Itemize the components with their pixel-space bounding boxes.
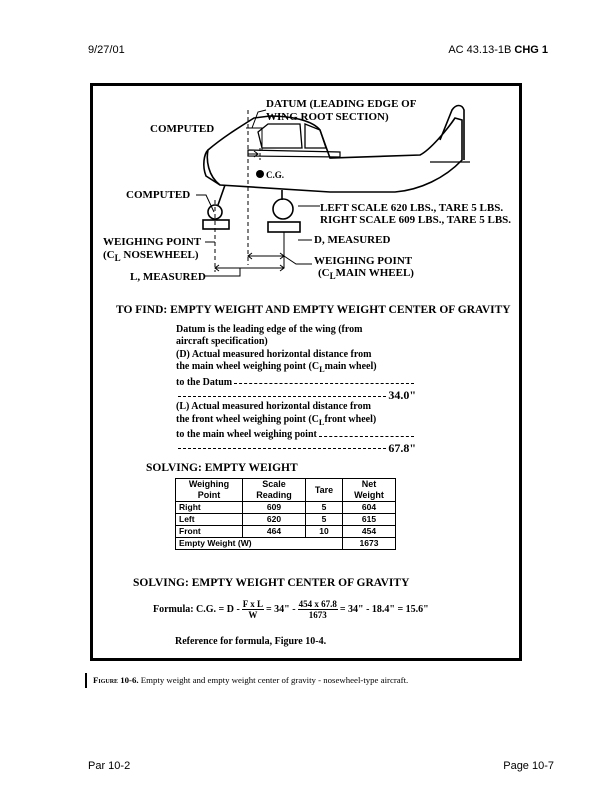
cell-scale: 620 — [243, 514, 306, 526]
cell-scale: 609 — [243, 502, 306, 514]
given-data-block — [176, 324, 416, 454]
l-measured-arrow — [215, 265, 284, 271]
header-scale-reading: Scale Reading — [243, 479, 306, 502]
given-line-4: the main wheel weighing point ($C_Lmain$ wheel) — [176, 361, 377, 375]
main-wheel — [273, 199, 293, 219]
cell-net: 604 — [343, 502, 396, 514]
windshield — [258, 124, 302, 148]
table-row — [176, 502, 396, 514]
total-value: 1673 — [343, 538, 396, 550]
wing-root — [248, 150, 340, 157]
d-value-line — [176, 389, 416, 401]
table-total-row — [176, 538, 396, 550]
table-header-row — [176, 479, 396, 502]
cell-point: Right — [176, 502, 243, 514]
figure-label: Figure 10-6. — [93, 675, 139, 685]
formula-fraction-2: $\frac{454 x 67.8}{1673}$ — [298, 599, 337, 620]
datum-label-1: DATUM (LEADING EDGE OF — [266, 98, 417, 110]
cg-label: C.G. — [266, 170, 284, 180]
solving-weight-heading: SOLVING: EMPTY WEIGHT — [146, 462, 298, 474]
nose-scale — [203, 220, 229, 229]
right-scale-label: RIGHT SCALE 609 LBS., TARE 5 LBS. — [320, 214, 512, 226]
cell-scale: 464 — [243, 526, 306, 538]
l-value-line — [176, 442, 416, 454]
weighing-table — [175, 478, 396, 550]
d-measured-label: D, MEASURED — [314, 234, 391, 246]
left-scale-label: LEFT SCALE 620 LBS., TARE 5 LBS. — [320, 202, 504, 214]
datum-leader — [252, 110, 266, 128]
fuselage-outline — [207, 116, 462, 192]
cell-tare: 5 — [306, 514, 343, 526]
nose-weighing-label-2: ($C_L$ NOSEWHEEL) — [103, 249, 199, 263]
footer-paragraph: Par 10-2 — [88, 760, 131, 772]
formula-reference: Reference for formula, Figure 10-4. — [175, 636, 327, 647]
d-measured-arrow — [248, 253, 284, 259]
main-weighing-label-1: WEIGHING POINT — [314, 255, 413, 267]
given-line-1: Datum is the leading edge of the wing (from — [176, 324, 363, 335]
change-bar — [85, 673, 87, 688]
computed-top-label: COMPUTED — [150, 123, 215, 135]
computed-left-label: COMPUTED — [126, 189, 191, 201]
header-weighing-point: Weighing Point — [176, 479, 243, 502]
given-line-6: (L) Actual measured horizontal distance from — [176, 401, 371, 413]
nose-outline — [204, 150, 220, 185]
formula-fraction-1: $\frac{\text{F x L}}{W}$ — [242, 599, 263, 620]
aircraft-diagram — [0, 0, 612, 300]
main-weighing-label-2: ($C_LMAIN$ WHEEL) — [318, 267, 414, 281]
header-change: CHG 1 — [514, 44, 548, 56]
cell-tare: 10 — [306, 526, 343, 538]
given-line-7: the front wheel weighing point ($C_Lfront$ wheel) — [176, 413, 377, 427]
cell-point: Front — [176, 526, 243, 538]
l-value: 67.8" — [388, 440, 416, 455]
cg-formula — [153, 599, 429, 620]
d-value: 34.0" — [388, 388, 416, 403]
given-line-3: (D) Actual measured horizontal distance from — [176, 348, 372, 360]
cell-net: 454 — [343, 526, 396, 538]
formula-prefix: Formula: C.G. = D - — [153, 604, 240, 615]
nose-gear-strut — [218, 185, 225, 205]
datum-label-2: WING ROOT SECTION) — [266, 111, 389, 123]
header-date: 9/27/01 — [88, 44, 125, 56]
l-measured-label: L, MEASURED — [130, 271, 206, 283]
table-row — [176, 526, 396, 538]
given-line-8: to the main wheel weighing point — [176, 429, 416, 441]
main-point-leader — [284, 256, 312, 264]
footer-page-number: Page 10-7 — [503, 760, 554, 772]
computed-left-leader — [196, 195, 214, 212]
l-measured-leader — [204, 268, 240, 276]
caption-text: Empty weight and empty weight center of gravity - nosewheel-type aircraft. — [138, 675, 409, 685]
total-label: Empty Weight (W) — [176, 538, 343, 550]
figure-caption — [93, 675, 408, 685]
main-scale — [268, 222, 300, 232]
nose-weighing-label-1: WEIGHING POINT — [103, 236, 202, 248]
cell-tare: 5 — [306, 502, 343, 514]
solving-cg-heading: SOLVING: EMPTY WEIGHT CENTER OF GRAVITY — [133, 577, 410, 589]
formula-mid: = 34" - — [265, 604, 296, 615]
given-line-5: to the Datum — [176, 377, 416, 389]
cg-symbol — [256, 170, 264, 178]
cell-net: 615 — [343, 514, 396, 526]
cell-point: Left — [176, 514, 243, 526]
given-line-2: aircraft specification) — [176, 336, 268, 348]
tail-fin — [440, 106, 464, 161]
formula-result: = 34" - 18.4" = 15.6" — [339, 604, 429, 615]
header-tare: Tare — [306, 479, 343, 502]
table-row — [176, 514, 396, 526]
to-find-heading: TO FIND: EMPTY WEIGHT AND EMPTY WEIGHT CENTER OF GRAVITY — [116, 304, 511, 316]
header-net-weight: Net Weight — [343, 479, 396, 502]
header-doc-number: AC 43.13-1B — [448, 44, 512, 56]
